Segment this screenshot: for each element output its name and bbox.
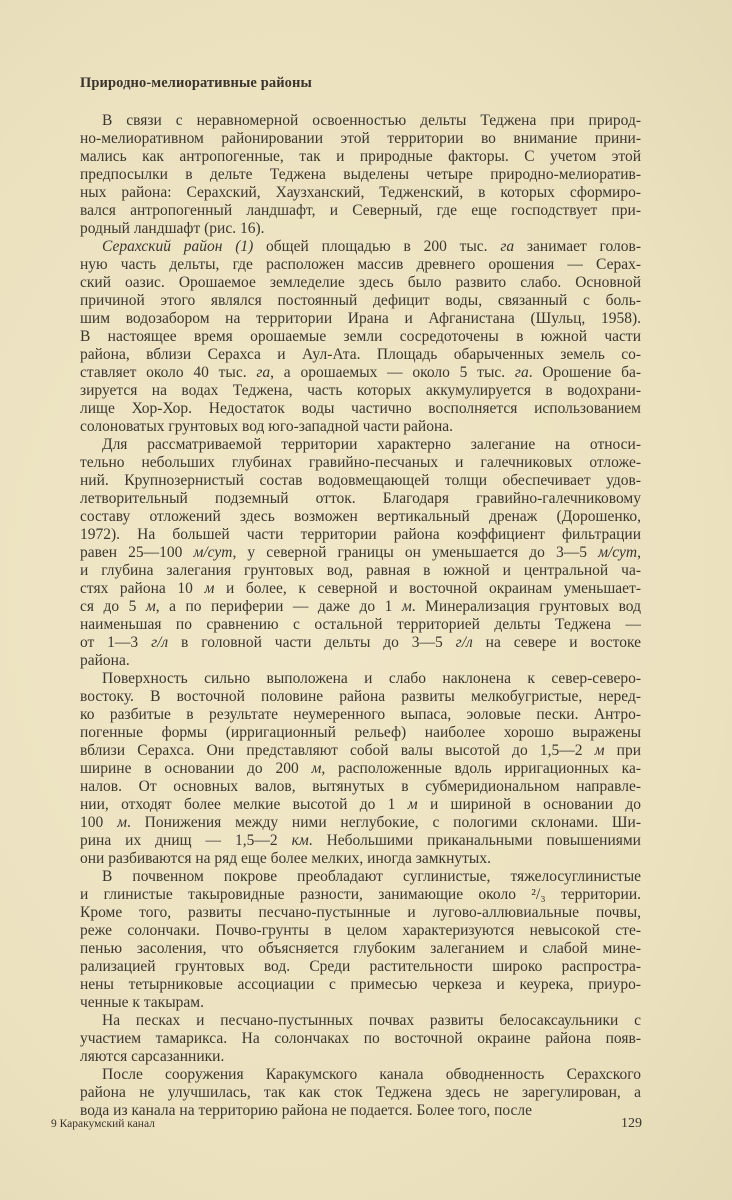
text-segment: но-мелиоративном районировании этой территории во внимание прини-	[80, 130, 641, 147]
text-line	[80, 922, 641, 940]
text-line	[80, 1012, 641, 1030]
text-line	[80, 238, 641, 256]
text-segment: общей площадью в 200 тыс.	[253, 238, 501, 255]
text-segment: В почвенном покрове преобладают суглинистые, тяжелосуглинистые	[102, 868, 641, 885]
text-segment: стях района 10	[80, 580, 205, 597]
text-segment: погенные формы (ирригационный рельеф) наиболее хорошо выражены	[80, 724, 641, 741]
text-line	[80, 616, 641, 634]
text-segment: пенью засоления, что объясняется глубоким залеганием и слабой мине-	[80, 940, 641, 957]
text-line	[80, 472, 641, 490]
text-segment: и глубина залегания грунтовых вод, равная в южной и центральной ча-	[80, 562, 641, 579]
text-line	[80, 274, 641, 292]
text-segment: летворительный подземный отток. Благодаря гравийно-галечниковому	[80, 490, 641, 507]
section-heading: Природно-мелиоративные районы	[80, 75, 312, 91]
text-segment: . Небольшими приканальными повышениями	[308, 832, 641, 849]
text-line	[80, 724, 641, 742]
text-segment: ский оазис. Орошаемое земледелие здесь было развито слабо. Основной	[80, 274, 641, 291]
text-line	[80, 868, 641, 886]
text-segment: в головной части дельты до 3—5	[168, 634, 456, 651]
text-line	[80, 670, 641, 688]
italic-text: м	[407, 796, 418, 813]
text-line	[80, 1030, 641, 1048]
text-line	[80, 526, 641, 544]
text-line	[80, 202, 641, 220]
text-segment: ний. Крупнозернистый состав водовмещающей толщи обеспечивает удов-	[80, 472, 641, 489]
text-segment: ную часть дельты, где расположен массив древнего орошения — Серах-	[80, 256, 641, 273]
text-line	[80, 130, 641, 148]
text-line	[80, 598, 641, 616]
text-segment: занимает голов-	[514, 238, 641, 255]
text-line	[80, 328, 641, 346]
text-segment: ся до 5	[80, 598, 146, 615]
text-segment: Для рассматриваемой территории характерно залегание на относи-	[102, 436, 641, 453]
text-segment: налов. От основных валов, вытянутых в субмеридиональном направле-	[80, 778, 641, 795]
text-segment: от 1—3	[80, 634, 152, 651]
text-segment: на севере и востоке	[472, 634, 641, 651]
text-line	[80, 634, 641, 652]
text-line	[80, 292, 641, 310]
text-line	[80, 310, 641, 328]
text-line	[80, 256, 641, 274]
text-line	[80, 562, 641, 580]
text-segment: причиной этого являлся постоянный дефицит воды, связанный с боль-	[80, 292, 641, 309]
text-line	[80, 544, 641, 562]
text-segment: зируется на водах Теджена, часть которых аккумулируется в водохрани-	[80, 382, 641, 399]
text-segment: , а орошаемых — около 5 тыс.	[270, 364, 515, 381]
text-segment: тельно небольших глубинах гравийно-песчаных и галечниковых отложе-	[80, 454, 641, 471]
italic-text: м	[594, 742, 605, 759]
text-segment: . Понижения между ними неглубокие, с пологими склонами. Ши-	[126, 814, 641, 831]
text-line	[80, 742, 641, 760]
text-line	[80, 904, 641, 922]
text-segment: нии, отходят более мелкие высотой до 1	[80, 796, 408, 813]
text-line	[80, 1066, 641, 1084]
text-segment: ко разбитые в результате неумеренного выпаса, эоловые пески. Антро-	[80, 706, 641, 723]
text-line	[80, 760, 641, 778]
text-segment: участием тамарикса. На солончаках по восточной окраине района появ-	[80, 1030, 641, 1047]
text-segment: наименьшая по сравнению с остальной территорией дельты Теджена —	[80, 616, 641, 633]
text-line	[80, 1048, 641, 1066]
text-segment: В настоящее время орошаемые земли сосредоточены в южной части	[80, 328, 641, 345]
text-line	[80, 994, 641, 1012]
text-segment: вался антропогенный ландшафт, и Северный, где еще господствует при-	[80, 202, 641, 219]
text-segment: рализацией грунтовых вод. Среди растительности широко распростра-	[80, 958, 641, 975]
text-line	[80, 508, 641, 526]
text-segment: На песках и песчано-пустынных почвах развиты белосаксаульники с	[102, 1012, 641, 1029]
text-segment: востоку. В восточной половине района развиты мелкобугристые, неред-	[80, 688, 641, 705]
italic-text: м	[401, 598, 412, 615]
text-segment: ,	[637, 544, 641, 561]
text-segment: лище Хор-Хор. Недостаток воды частично восполняется использованием	[80, 400, 641, 417]
italic-text: км	[291, 832, 309, 849]
text-segment: предпосылки в дельте Теджена выделены четыре природно-мелиоратив-	[80, 166, 641, 183]
paragraph	[80, 868, 641, 1012]
italic-text: м	[204, 580, 215, 597]
text-segment: составу отложений здесь возможен вертикальный дренаж (Дорошенко,	[80, 508, 641, 525]
text-line	[80, 706, 641, 724]
text-line	[80, 958, 641, 976]
text-line	[80, 364, 641, 382]
text-line	[80, 976, 641, 994]
text-line	[80, 814, 641, 832]
italic-text: га	[256, 364, 271, 381]
text-line	[80, 184, 641, 202]
italic-text: м	[117, 814, 127, 831]
text-segment: солоноватых грунтовых вод юго-западной части района.	[80, 418, 454, 435]
italic-text: г/л	[151, 634, 169, 651]
text-line	[80, 832, 641, 850]
text-line	[80, 796, 641, 814]
text-line	[80, 346, 641, 364]
text-segment: и шириной в основании до	[417, 796, 642, 813]
text-line	[80, 436, 641, 454]
text-segment: мались как антропогенные, так и природные факторы. С учетом этой	[80, 148, 641, 165]
text-segment: После сооружения Каракумского канала обводненность Серахского	[102, 1066, 641, 1083]
italic-text: м	[145, 598, 156, 615]
text-line	[80, 652, 641, 670]
text-segment: ченные к такырам.	[80, 994, 204, 1011]
paragraph	[80, 1012, 641, 1066]
text-line	[80, 850, 641, 868]
paragraph	[80, 112, 641, 238]
paragraph	[80, 670, 641, 868]
text-line	[80, 1102, 641, 1120]
text-segment: района не улучшилась, так как сток Теджена здесь не зарегулирован, а	[80, 1084, 641, 1101]
text-segment: ставляет около 40 тыс.	[80, 364, 257, 381]
text-segment: района, вблизи Серахса и Аул-Ата. Площадь обарыченных земель со-	[80, 346, 641, 363]
text-segment: района.	[80, 652, 130, 669]
paragraph	[80, 436, 641, 670]
text-segment: они разбиваются на ряд еще более мелких, иногда замкнутых.	[80, 850, 491, 867]
text-line	[80, 490, 641, 508]
text-line	[80, 1084, 641, 1102]
text-segment: рина их днищ — 1,5—2	[80, 832, 292, 849]
italic-text: м	[311, 760, 322, 777]
text-line	[80, 688, 641, 706]
signature-mark: 9 Каракумский канал	[51, 1118, 155, 1130]
text-segment: . Орошение ба-	[528, 364, 642, 381]
italic-text: г/л	[455, 634, 473, 651]
text-segment: , у северной границы он уменьшается до 3—5	[232, 544, 599, 561]
page-number: 129	[621, 1116, 642, 1131]
text-segment: . Минерализация грунтовых вод	[411, 598, 641, 615]
text-segment: реже солончаки. Почво-грунты в целом характеризуются невысокой сте-	[80, 922, 641, 939]
text-line	[80, 886, 641, 904]
text-line	[80, 454, 641, 472]
text-segment: вблизи Серахса. Они представляют собой валы высотой до 1,5—2	[80, 742, 595, 759]
italic-text: м/сут	[598, 544, 638, 561]
italic-text: га	[500, 238, 515, 255]
text-line	[80, 940, 641, 958]
text-segment: и более, к северной и восточной окраинам уменьшает-	[214, 580, 642, 597]
text-segment: Поверхность сильно выположена и слабо наклонена к север-северо-	[102, 670, 641, 687]
italic-text: м/сут	[193, 544, 233, 561]
text-segment: ных района: Серахский, Хаузханский, Тедженский, в которых сформиро-	[80, 184, 641, 201]
italic-text: Серахский район (1)	[102, 238, 254, 255]
text-segment: Кроме того, развиты песчано-пустынные и лугово-аллювиальные почвы,	[80, 904, 641, 921]
text-segment: вода из канала на территорию района не подается. Более того, после	[80, 1102, 533, 1119]
text-segment: , а по периферии — даже до 1	[155, 598, 402, 615]
text-segment: , расположенные вдоль ирригационных ка-	[321, 760, 641, 777]
paragraph	[80, 1066, 641, 1120]
text-segment: 100	[80, 814, 118, 831]
text-line	[80, 148, 641, 166]
text-line	[80, 400, 641, 418]
italic-text: га	[514, 364, 529, 381]
text-line	[80, 382, 641, 400]
text-line	[80, 166, 641, 184]
text-segment: шим водозабором на территории Ирана и Афганистана (Шульц, 1958).	[80, 310, 641, 327]
text-segment: родный ландшафт (рис. 16).	[80, 220, 265, 237]
text-segment: ляются сарсазанники.	[80, 1048, 225, 1065]
body-text	[80, 112, 641, 1120]
text-segment: и глинистые такыровидные разности, занимающие около ²/₃ территории.	[80, 886, 641, 903]
text-segment: В связи с неравномерной освоенностью дельты Теджена при природ-	[102, 112, 641, 129]
text-segment: при	[604, 742, 641, 759]
text-line	[80, 112, 641, 130]
text-segment: ширине в основании до 200	[80, 760, 312, 777]
text-line	[80, 418, 641, 436]
text-segment: 1972). На большей части территории района коэффициент фильтрации	[80, 526, 641, 543]
text-segment: нены тетырниковые ассоциации с примесью черкеза и кеурека, приуро-	[80, 976, 641, 993]
paragraph	[80, 238, 641, 436]
text-line	[80, 220, 641, 238]
text-segment: равен 25—100	[80, 544, 194, 561]
text-line	[80, 778, 641, 796]
text-line	[80, 580, 641, 598]
